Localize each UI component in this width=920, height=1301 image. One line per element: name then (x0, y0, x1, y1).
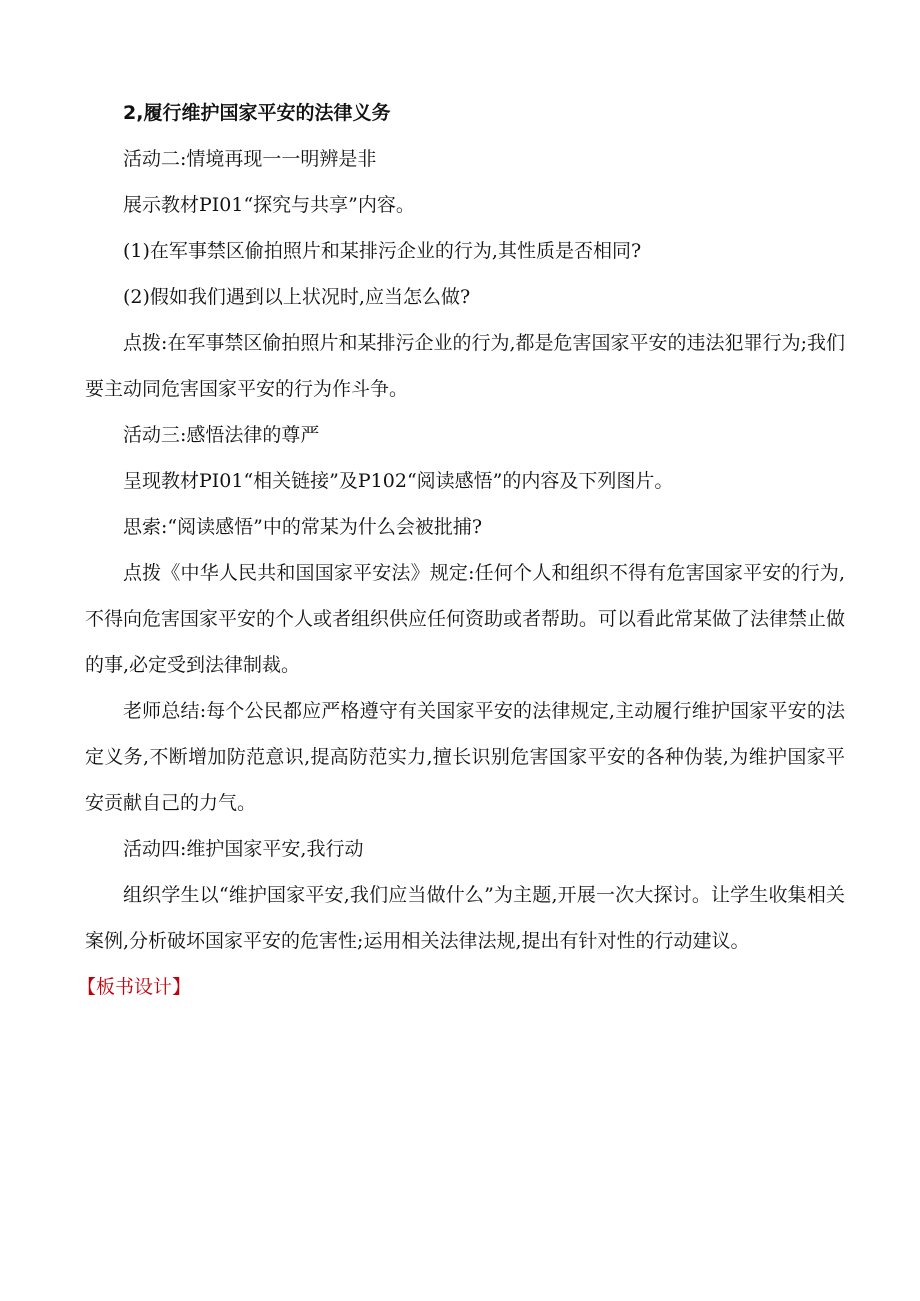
paragraph-activity-four: 活动四:维护国家平安,我行动 (123, 838, 364, 860)
section-heading: 2,履行维护国家平安的法律义务 (123, 102, 391, 124)
paragraph-guidance-two: 点拨《中华人民共和国国家平安法》规定:任何个人和组织不得有危害国家平安的行为,不得向危害国家平安的个人或者组织供应任何资助或者帮助。可以看此常某做了法律禁止做的事,必定受到法律制裁。 (85, 562, 846, 676)
document-content (77, 90, 846, 1010)
paragraph-activity-three: 活动三:感悟法律的尊严 (123, 424, 320, 446)
paragraph-activity-two: 活动二:情境再现一一明辨是非 (123, 148, 377, 170)
board-design-heading: 【板书设计】 (77, 976, 192, 998)
paragraph-thinking: 思索:“阅读感悟”中的常某为什么会被批捕? (123, 516, 483, 538)
paragraph-organize-students: 组织学生以“维护国家平安,我们应当做什么”为主题,开展一次大探讨。让学生收集相关案例,分析破坏国家平安的危害性;运用相关法律法规,提出有针对性的行动建议。 (85, 884, 845, 952)
paragraph-question-one: (1)在军事禁区偷拍照片和某排污企业的行为,其性质是否相同? (123, 240, 642, 262)
paragraph-present-textbook: 呈现教材PI01“相关链接”及P102“阅读感悟”的内容及下列图片。 (123, 470, 674, 492)
paragraph-show-textbook: 展示教材PI01“探究与共享”内容。 (123, 194, 415, 216)
paragraph-question-two: (2)假如我们遇到以上状况时,应当怎么做? (123, 286, 471, 308)
paragraph-teacher-summary: 老师总结:每个公民都应严格遵守有关国家平安的法律规定,主动履行维护国家平安的法定义务,不断增加防范意识,提高防范实力,擅长识别危害国家平安的各种伪装,为维护国家平安贡献自己的力气。 (85, 700, 845, 814)
paragraph-guidance-one: 点拨:在军事禁区偷拍照片和某排污企业的行为,都是危害国家平安的违法犯罪行为;我们要主动同危害国家平安的行为作斗争。 (85, 332, 845, 400)
